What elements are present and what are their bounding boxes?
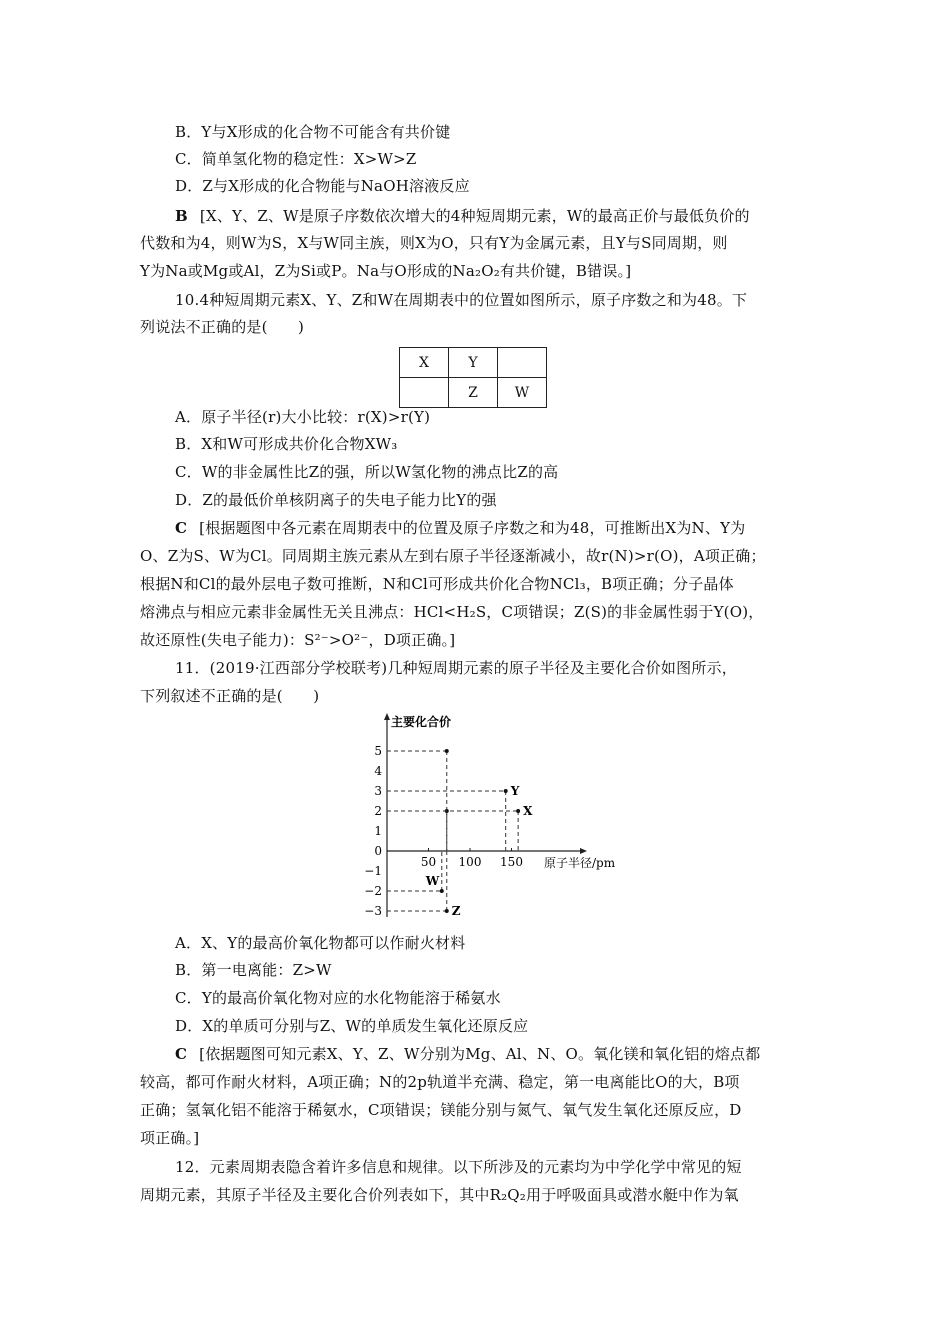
q9-explanation-2: 代数和为4，则W为S，X与W同主族，则X为O，只有Y为金属元素，且Y与S同周期，则	[140, 234, 728, 252]
q11-option-a: A．X、Y的最高价氧化物都可以作耐火材料	[175, 934, 466, 952]
q11-explanation-2: 较高，都可作耐火材料，A项正确；N的2p轨道半充满、稳定，第一电离能比O的大，B项	[140, 1073, 740, 1091]
q10-stem-2: 列说法不正确的是( )	[140, 318, 305, 336]
point-label-W: W	[425, 874, 440, 888]
q11-option-c: C．Y的最高价氧化物对应的水化物能溶于稀氨水	[175, 989, 501, 1007]
q11-explanation-4: 项正确。]	[140, 1129, 200, 1147]
q9-explanation-3: Y为Na或Mg或Al，Z为Si或P。Na与O形成的Na₂O₂有共价键，B错误。]	[140, 262, 632, 280]
q12-stem-1: 12．元素周期表隐含着许多信息和规律。以下所涉及的元素均为中学化学中常见的短	[175, 1158, 742, 1176]
point-label-X: X	[523, 804, 533, 818]
q9-explanation-1	[175, 206, 812, 226]
cell: W	[498, 378, 547, 408]
y-tick-label: −2	[364, 884, 382, 898]
q10-explanation-1	[175, 518, 812, 538]
q11-answer: C	[175, 1045, 188, 1063]
point-label-Z: Z	[451, 904, 461, 918]
data-point	[504, 789, 508, 793]
y-tick-label: 2	[374, 804, 382, 818]
cell: X	[400, 348, 449, 378]
data-point	[516, 809, 520, 813]
data-point	[445, 749, 449, 753]
q11-exp-text: [依据题图可知元素X、Y、Z、W分别为Mg、Al、N、O。氧化镁和氧化铝的熔点都	[199, 1045, 761, 1063]
q10-explanation-4: 熔沸点与相应元素非金属性无关且沸点：HCl<H₂S，C项错误；Z(S)的非金属性弱于Y(O)，	[140, 603, 764, 621]
q10-stem-1: 10.4种短周期元素X、Y、Z和W在周期表中的位置如图所示，原子序数之和为48。下	[175, 291, 748, 309]
q11-explanation-1	[175, 1044, 812, 1064]
x-tick-label: 150	[500, 855, 523, 869]
y-tick-label: 1	[374, 824, 382, 838]
q9-option-b: B．Y与X形成的化合物不可能含有共价键	[175, 123, 451, 141]
q10-explanation-3: 根据N和Cl的最外层电子数可推断，N和Cl可形成共价化合物NCl₃，B项正确；分子晶体	[140, 575, 734, 593]
y-tick-label: 4	[374, 764, 382, 778]
y-tick-label: −3	[364, 904, 382, 918]
point-label-Y: Y	[510, 784, 520, 798]
x-axis-arrow	[580, 848, 587, 854]
q9-option-c: C．简单氢化物的稳定性：X>W>Z	[175, 150, 417, 168]
y-tick-label: 5	[374, 744, 382, 758]
q10-option-b: B．X和W可形成共价化合物XW₃	[175, 435, 398, 453]
data-point	[445, 909, 449, 913]
q10-answer: C	[175, 519, 188, 537]
q9-answer: B	[175, 207, 188, 225]
q10-explanation-2: O、Z为S、W为Cl。同周期主族元素从左到右原子半径逐渐减小，故r(N)>r(O)，A项正确；	[140, 547, 766, 565]
q10-option-d: D．Z的最低价单核阴离子的失电子能力比Y的强	[175, 491, 497, 509]
y-tick-label: 0	[374, 844, 382, 858]
q10-option-a: A．原子半径(r)大小比较：r(X)>r(Y)	[175, 408, 431, 426]
q9-option-d: D．Z与X形成的化合物能与NaOH溶液反应	[175, 177, 470, 195]
q11-option-d: D．X的单质可分别与Z、W的单质发生氧化还原反应	[175, 1017, 529, 1035]
q11-stem-1: 11．(2019·江西部分学校联考)几种短周期元素的原子半径及主要化合价如图所示，	[175, 659, 737, 677]
cell	[400, 378, 449, 408]
x-tick-label: 100	[458, 855, 482, 869]
x-axis-label: 原子半径/pm	[544, 856, 616, 870]
q12-stem-2: 周期元素，其原子半径及主要化合价列表如下，其中R₂Q₂用于呼吸面具或潜水艇中作为氧	[140, 1186, 739, 1204]
q11-explanation-3: 正确；氢氧化铝不能溶于稀氨水，C项错误；镁能分别与氮气、氧气发生氧化还原反应，D	[140, 1101, 742, 1119]
q11-option-b: B．第一电离能：Z>W	[175, 961, 332, 979]
cell: Y	[449, 348, 498, 378]
periodic-table-fragment	[399, 347, 547, 408]
q11-stem-2: 下列叙述不正确的是( )	[140, 687, 320, 705]
q10-exp-text: [根据题图中各元素在周期表中的位置及原子序数之和为48，可推断出X为N、Y为	[199, 519, 746, 537]
valence-radius-chart	[360, 712, 630, 927]
y-tick-label: 3	[374, 784, 382, 798]
q10-option-c: C．W的非金属性比Z的强，所以W氢化物的沸点比Z的高	[175, 463, 559, 481]
q9-exp-text: [X、Y、Z、W是原子序数依次增大的4种短周期元素，W的最高正价与最低负价的	[199, 207, 750, 225]
cell: Z	[449, 378, 498, 408]
x-tick-label: 50	[420, 855, 437, 869]
y-axis-arrow	[384, 713, 390, 720]
data-point	[440, 889, 444, 893]
y-axis-label: 主要化合价	[391, 715, 452, 729]
y-tick-label: −1	[364, 864, 382, 878]
q10-explanation-5: 故还原性(失电子能力)：S²⁻>O²⁻，D项正确。]	[140, 631, 456, 649]
cell	[498, 348, 547, 378]
